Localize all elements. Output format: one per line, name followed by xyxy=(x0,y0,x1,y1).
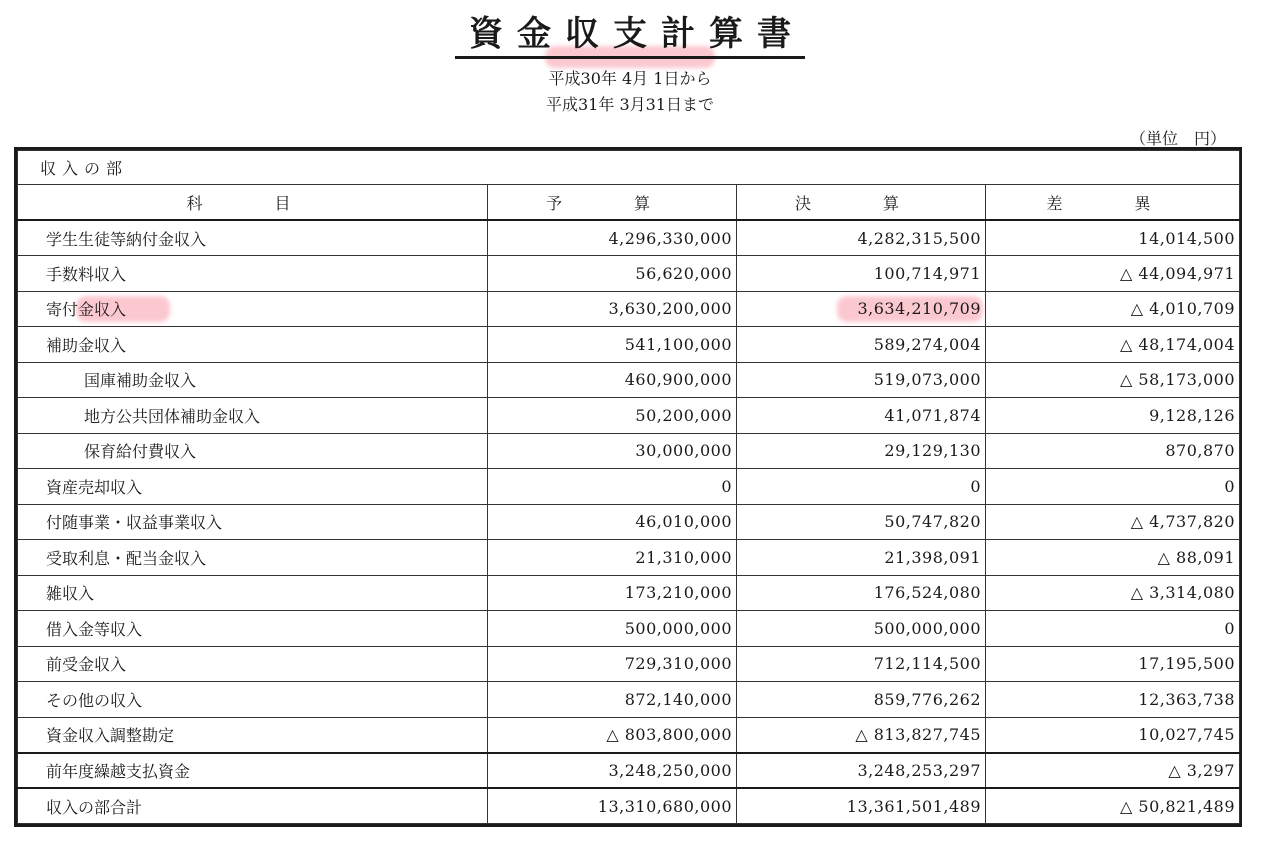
period-from: 平成30年 4月 1日から xyxy=(548,69,712,88)
table-row xyxy=(18,717,1240,753)
row-budget-value: 56,620,000 xyxy=(488,256,737,292)
table-row xyxy=(18,540,1240,576)
table-row xyxy=(18,220,1240,256)
row-item-name: 地方公共団体補助金収入 xyxy=(18,398,488,434)
row-item-name: 収入の部合計 xyxy=(18,788,488,824)
row-actual-value: △ 813,827,745 xyxy=(737,717,986,753)
table-row xyxy=(18,398,1240,434)
row-item-name: 寄付金収入 xyxy=(18,291,488,327)
row-item-name: 前受金収入 xyxy=(18,646,488,682)
row-item-name: 保育給付費収入 xyxy=(18,433,488,469)
table-row xyxy=(18,327,1240,363)
row-difference-value: 9,128,126 xyxy=(986,398,1240,434)
row-difference-value: △ 4,737,820 xyxy=(986,504,1240,540)
row-budget-value: 30,000,000 xyxy=(488,433,737,469)
section-label: 収入の部 xyxy=(18,151,1240,185)
table-row xyxy=(18,291,1240,327)
row-actual-value: 500,000,000 xyxy=(737,611,986,647)
table-row xyxy=(18,256,1240,292)
row-item-name: 付随事業・収益事業収入 xyxy=(18,504,488,540)
header-difference: 差 異 xyxy=(986,185,1240,221)
row-budget-value: 3,630,200,000 xyxy=(488,291,737,327)
row-item-name: 手数料収入 xyxy=(18,256,488,292)
row-budget-value: 460,900,000 xyxy=(488,362,737,398)
row-difference-value: 17,195,500 xyxy=(986,646,1240,682)
row-difference-value: 870,870 xyxy=(986,433,1240,469)
header-actual: 決 算 xyxy=(737,185,986,221)
row-difference-value: 14,014,500 xyxy=(986,220,1240,256)
table-row xyxy=(18,362,1240,398)
row-budget-value: 173,210,000 xyxy=(488,575,737,611)
row-budget-value: 729,310,000 xyxy=(488,646,737,682)
row-actual-value: 3,634,210,709 xyxy=(737,291,986,327)
row-budget-value: 21,310,000 xyxy=(488,540,737,576)
row-item-name: 前年度繰越支払資金 xyxy=(18,753,488,789)
table-row xyxy=(18,611,1240,647)
row-item-name: 資金収入調整勘定 xyxy=(18,717,488,753)
row-actual-value: 712,114,500 xyxy=(737,646,986,682)
row-difference-value: 10,027,745 xyxy=(986,717,1240,753)
row-item-name: 国庫補助金収入 xyxy=(18,362,488,398)
row-difference-value: △ 88,091 xyxy=(986,540,1240,576)
row-actual-value: 100,714,971 xyxy=(737,256,986,292)
cash-flow-table xyxy=(14,147,1242,827)
row-budget-value: 541,100,000 xyxy=(488,327,737,363)
table-row xyxy=(18,753,1240,789)
table-row xyxy=(18,646,1240,682)
table-row xyxy=(18,504,1240,540)
header-item: 科 目 xyxy=(18,185,488,221)
row-budget-value: 872,140,000 xyxy=(488,682,737,718)
row-actual-value: 176,524,080 xyxy=(737,575,986,611)
row-actual-value: 859,776,262 xyxy=(737,682,986,718)
period-to: 平成31年 3月31日まで xyxy=(546,95,714,114)
row-difference-value: 0 xyxy=(986,469,1240,505)
row-budget-value: △ 803,800,000 xyxy=(488,717,737,753)
row-actual-value: 41,071,874 xyxy=(737,398,986,434)
row-budget-value: 500,000,000 xyxy=(488,611,737,647)
row-actual-value: 21,398,091 xyxy=(737,540,986,576)
row-item-name: 雑収入 xyxy=(18,575,488,611)
row-difference-value: △ 48,174,004 xyxy=(986,327,1240,363)
document-title: 資金収支計算書 xyxy=(0,14,1260,59)
unit-label: （単位 円） xyxy=(1129,129,1226,148)
row-item-name: 資産売却収入 xyxy=(18,469,488,505)
row-actual-value: 50,747,820 xyxy=(737,504,986,540)
row-difference-value: △ 3,297 xyxy=(986,753,1240,789)
row-difference-value: △ 3,314,080 xyxy=(986,575,1240,611)
row-actual-value: 519,073,000 xyxy=(737,362,986,398)
row-budget-value: 13,310,680,000 xyxy=(488,788,737,824)
row-actual-value: 13,361,501,489 xyxy=(737,788,986,824)
row-budget-value: 46,010,000 xyxy=(488,504,737,540)
row-budget-value: 3,248,250,000 xyxy=(488,753,737,789)
row-difference-value: 0 xyxy=(986,611,1240,647)
section-row xyxy=(18,151,1240,185)
header-row xyxy=(18,185,1240,221)
table-row xyxy=(18,469,1240,505)
row-item-name: 受取利息・配当金収入 xyxy=(18,540,488,576)
row-actual-value: 3,248,253,297 xyxy=(737,753,986,789)
row-difference-value: △ 58,173,000 xyxy=(986,362,1240,398)
row-actual-value: 589,274,004 xyxy=(737,327,986,363)
table-row xyxy=(18,788,1240,824)
row-difference-value: 12,363,738 xyxy=(986,682,1240,718)
row-budget-value: 50,200,000 xyxy=(488,398,737,434)
row-item-name: 学生生徒等納付金収入 xyxy=(18,220,488,256)
row-item-name: 借入金等収入 xyxy=(18,611,488,647)
row-actual-value: 29,129,130 xyxy=(737,433,986,469)
row-difference-value: △ 44,094,971 xyxy=(986,256,1240,292)
row-item-name: 補助金収入 xyxy=(18,327,488,363)
table-row xyxy=(18,682,1240,718)
table-row xyxy=(18,575,1240,611)
table-row xyxy=(18,433,1240,469)
row-actual-value: 4,282,315,500 xyxy=(737,220,986,256)
row-difference-value: △ 50,821,489 xyxy=(986,788,1240,824)
row-budget-value: 0 xyxy=(488,469,737,505)
header-budget: 予 算 xyxy=(488,185,737,221)
row-budget-value: 4,296,330,000 xyxy=(488,220,737,256)
row-actual-value: 0 xyxy=(737,469,986,505)
row-difference-value: △ 4,010,709 xyxy=(986,291,1240,327)
row-item-name: その他の収入 xyxy=(18,682,488,718)
